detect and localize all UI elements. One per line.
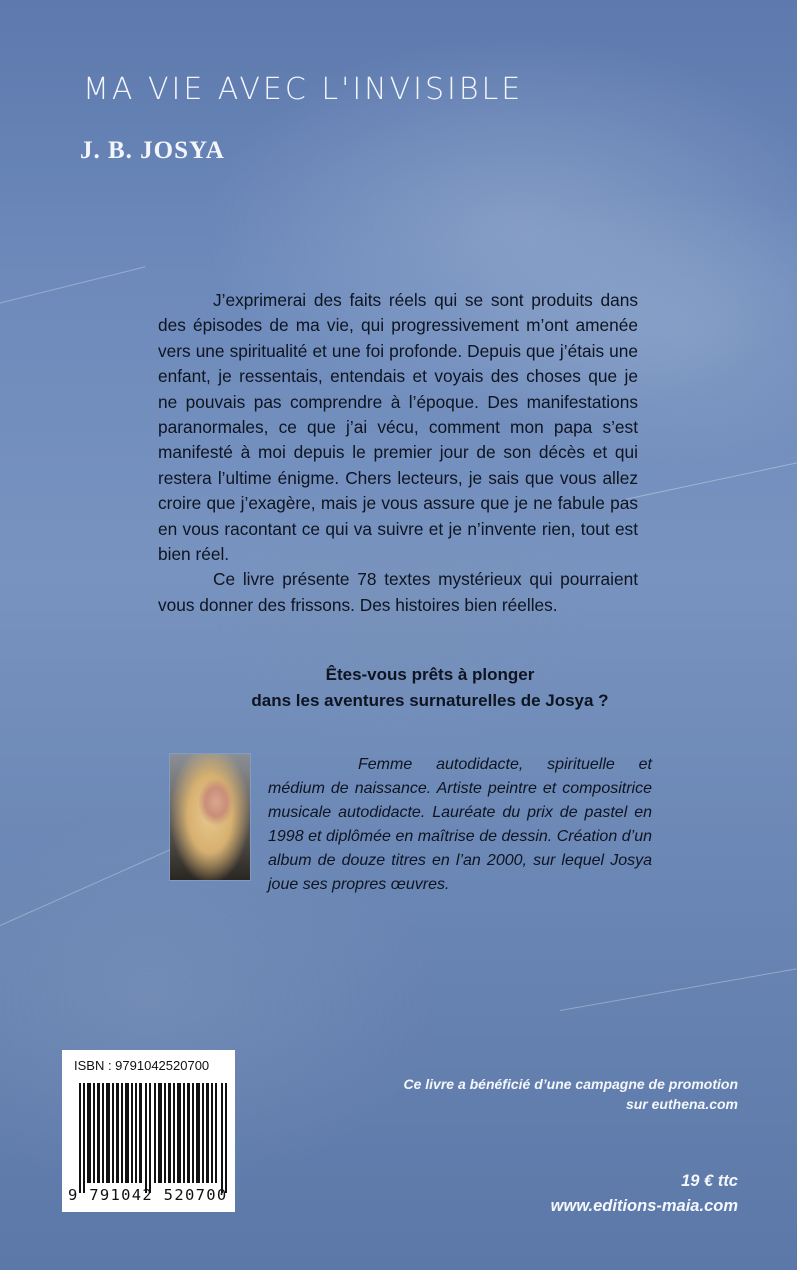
sky-streak [0, 848, 174, 926]
blurb-paragraph: Ce livre présente 78 textes mystérieux qui pourraient vous donner des frissons. Des histoires bien réelles. [158, 569, 638, 615]
author-name: J. B. JOSYA [80, 137, 225, 164]
promo-line: Ce livre a bénéficié d’une campagne de promotion [403, 1076, 738, 1092]
promo-line: sur euthena.com [625, 1096, 738, 1112]
promo-notice [338, 1074, 738, 1114]
sky-streak [560, 968, 797, 1011]
blurb-paragraph: J’exprimerai des faits réels qui se sont produits dans des épisodes de ma vie, qui progressivement m’ont amenée vers une spiritualité et une foi profonde. Depuis que j’étais une enfant, je ressentais, entendais et voyais des choses que je ne pouvais pas comprendre à l’époque. Des manifestations paranormales, ce que j’ai vécu, comment mon papa s’est manifesté à moi depuis le premier jour de son décès et qui restera l’ultime énigme. Chers lecteurs, je sais que vous allez croire que j’exagère, mais je vous assure que je ne fabule pas en vous racontant ce qui va suivre et je n’invente rien, tout est bien réel. [158, 290, 638, 565]
author-photo [170, 754, 250, 880]
book-title: MA VIE AVEC L'INVISIBLE [83, 72, 524, 107]
author-bio: Femme autodidacte, spirituelle et médium de naissance. Artiste peintre et compositrice musicale autodidacte. Lauréate du prix de pastel en 1998 et diplômée en maîtrise de dessin. Création d’un album de douze titres en l’an 2000, sur lequel Josya joue ses propres œuvres. [268, 756, 652, 893]
sky-streak [620, 461, 797, 501]
isbn-label: ISBN : 9791042520700 [74, 1058, 210, 1073]
back-cover-blurb [158, 288, 638, 618]
teaser-question [180, 662, 680, 714]
publisher-website: www.editions-maia.com [550, 1197, 738, 1215]
teaser-line: dans les aventures surnaturelles de Josya ? [251, 691, 609, 710]
sky-streak [0, 266, 145, 306]
isbn-barcode-box [62, 1050, 235, 1212]
barcode-digits: 9 791042 520700 [68, 1186, 228, 1204]
price: 19 € ttc [681, 1172, 738, 1190]
teaser-line: Êtes-vous prêts à plonger [325, 665, 535, 684]
barcode-graphic [79, 1083, 227, 1193]
